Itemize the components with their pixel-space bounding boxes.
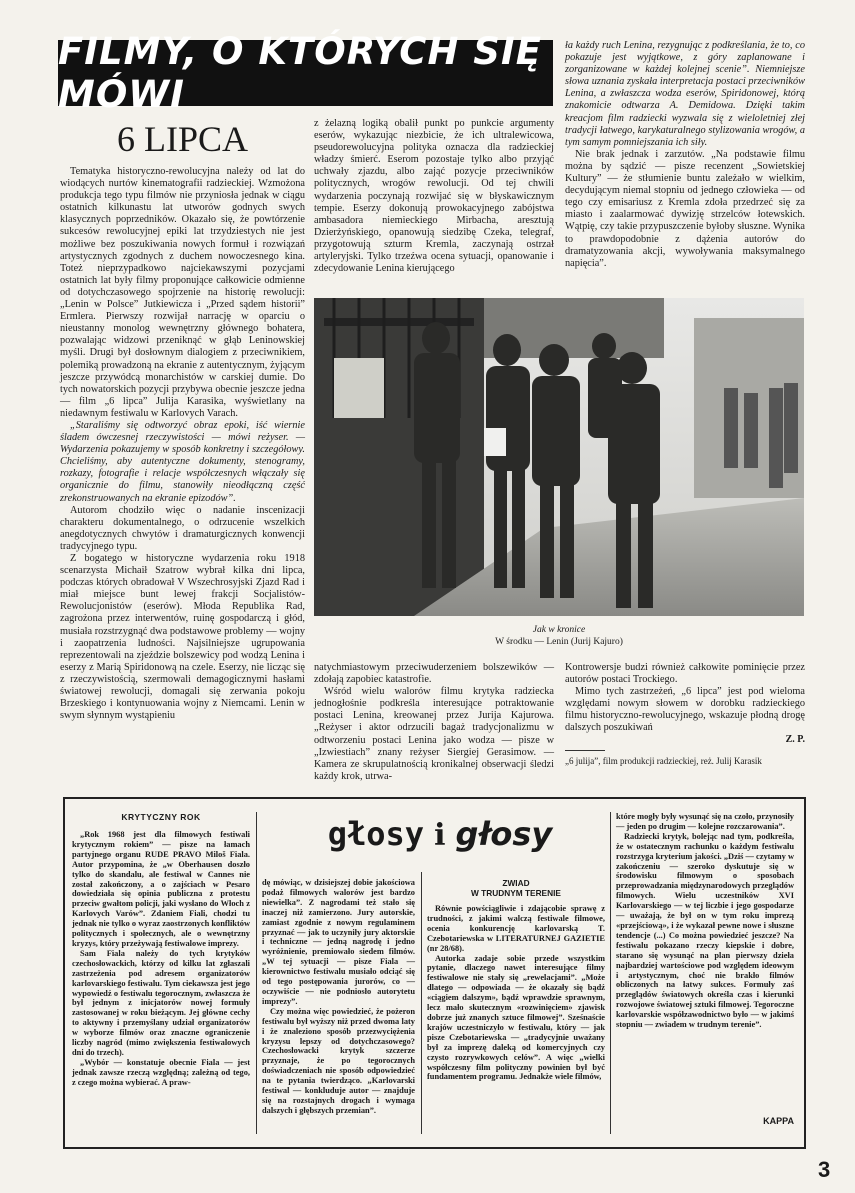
paragraph: Autorka zadaje sobie przede wszystkim pytanie, dlaczego nawet interesujące filmy festiwalowe nie stały się „rewelacjami”. „Może dlatego — odpowiada — że okazały się bądź «ciągiem dalszym», bądź wprawdzie sprawnym, lecz mało skutecznym «rozwinięciem» zjawisk dobrze już znanych sztuce filmowej”. Sześnaście krajów uczestniczyło w festiwalu, który — jak pisze Czebotariewska — „tradycyjnie uważany był za imprezę daleką od komercyjnych czy czysto rozrywkowych celów”. A więc „wielki współczesny film polityczny powinien był być fundamentem programu. Jednakże wiele filmów, — [427, 953, 605, 1082]
film-credits: „6 julija”, film produkcji radzieckiej, reż. Julij Karasik — [565, 756, 762, 766]
column-rule — [421, 872, 422, 1134]
article-column-2 — [314, 118, 554, 275]
film-still-photo — [314, 298, 804, 616]
paragraph: Równie powściągliwie i zdającobie sprawę z trudności, z jakimi walczą festiwale filmowe, ocenia konkurencję karlovarską T. Czebotariewska w LITERATURNEJ GAZIETIE (nr 28/68). — [427, 904, 605, 953]
article-title: 6 LIPCA — [116, 119, 248, 159]
paragraph: Tematyka historyczno-rewolucyjna należy od lat do wiodących nurtów kinematografii radzieckiej. Wzmożona produkcja tego typu filmów nie przyniosła jednak w ciągu ostatnich kilkunastu lat utworów godnych swych klasycznych poprzedników. Okazało się, że powtórzenie sukcesów rewolucyjnej epiki lat trzydziestych nie jest możliwe bez poszukiwania nowych formuł i rozwiązań artystycznych zgodnych z duchem nowoczesnego kina. Toteż nieprzypadkowo najciekawszymi pozycjami ostatnich lat były filmy proponujące całkowicie odmienne od dotychczasowego spojrzenie na historię rewolucji: „Lenin w Polsce” Jutkiewicza i „Przed sądem historii” Ermlera. Pierwszy rozwijał narrację w oparciu o nieustanny monolog wewnętrzny głównego bohatera, pozwalając widzowi przeniknąć w głąb Leninowskiej myśli. Drugi był dosłownym dialogiem z przeciwnikiem, polemiką prowadzoną na ekranie z autentycznym, żyjącym jeszcze przywódcą monarchistów w carskiej dumie. Do tych nowatorskich pozycji przybywa obecnie jeszcze jedna — film „6 lipca” Julija Karasika, wyświetlany na niedawnym festiwalu w Karlovych Varach. — [60, 166, 305, 419]
box-signature: KAPPA — [763, 1116, 794, 1126]
paragraph: natychmiastowym przeciwuderzeniem bolszewików — zdołają zapobiec katastrofie. — [314, 662, 554, 686]
box-column-4 — [616, 812, 794, 1030]
page-number: 3 — [818, 1157, 831, 1182]
column-rule — [256, 812, 257, 1134]
article-column-1 — [60, 166, 305, 722]
caption-subtitle: W środku — Lenin (Jurij Kajuro) — [495, 637, 623, 647]
paragraph: Z bogatego w historyczne wydarzenia roku 1918 scenarzysta Michaił Szatrow wybrał kilka dni lipca, podczas których obradował V Wszechrosyjski Zjazd Rad i miał miejsce bunt lewej frakcji Socjalistów-Rewolucjonistów (eserów). Młoda Republika Rad, zagrożona przez interwentów, ruinę gospodarczą i głód, musiała rozstrzygnąć dwa podstawowe problemy — wojny i zaopatrzenia ludności. Najsilniejsze ugrupowania reprezentowali na zjeździe bolszewicy pod wodzą Lenina i eserzy z Marią Spiridonową na czele. Eserzy, nie licząc się z rzeczywistością, szermowali demagogicznymi hasłami światowej rewolucji, domagali się zerwania pokoju Brzeskiego i kontynuowania wojny z Niemcami. Lenin w swym słynnym wystąpieniu — [60, 553, 305, 722]
paragraph: Radziecki krytyk, bolejąc nad tym, podkreśla, że w ostatecznym rachunku o każdym festiwalu rozstrzyga kryterium jakości. „Dziś — czytamy w zakończeniu — szeroko dyskutuje się w środowisku filmowym o sposobach przeprowadzania międzynarodowych przeglądów filmowych. Wielu uczestników XVI Karlovarskiego — w tej liczbie i jego gospodarze — uważają, że był on w tym roku imprezą «przejściową», i że wykazał pewne nowe i słuszne tendencje (...) Co można powiedzieć jeszcze? Na festiwalu pokazano rzeczy kiepskie i dobre, starano się wysunąć na plan pierwszy dzieła najbardziej wartościowe pod względem ideowym i artystycznym, choć nie brakło filmów obliczonych na łatwy sukces. Formuły zaś przeglądów światowych określa czas i kierunki rozwojowe światowej sztuki filmowej. Tegoroczne karlovarskie współzawodnictwo było — w jakimś stopniu — zwiadem w trudnym terenie”. — [616, 831, 794, 1030]
paragraph: Autorom chodziło więc o nadanie inscenizacji charakteru dokumentalnego, o odrzucenie wszelkich anegdotycznych chwytów i dramaturgicznych konwencji tradycyjnego typu. — [60, 504, 305, 552]
paragraph: dę mówiąc, w dzisiejszej dobie jakościowa podaż filmowych walorów jest bardzo niewielka”. Z nagrodami też stało się inaczej niż zamierzono. Jury autorskie, zamiast zgodnie z nowym regulaminem przyznać — jak to uczyniły jury aktorskie i techniczne — jedną nagrodę i jedno wyróżnienie, premiowało siedem filmów. „W tej sytuacji — pisze Fiala — kierownictwo festiwalu musiało odciąć się od tego postępowania jurorów, co — oczywiście — nie podniosło autorytetu imprezy”. — [262, 878, 415, 1006]
box-col1-title: KRYTYCZNY ROK — [121, 812, 201, 822]
paragraph: z żelazną logiką obalił punkt po punkcie argumenty eserów, wykazując niezbicie, że ich ultralewicowa, pseudorewolucyjna polityka oznacza dla radzieckiej władzy śmierć. Eserom pozostaje tylko albo przyjąć uchwały zjazdu, albo zająć pozycje przeciwników politycznych, wrogów rewolucji. Od tej chwili wydarzenia poczynają rozwijać się w błyskawicznym tempie. Eserzy dokonują prowokacyjnego zabójstwa ambasadora niemieckiego Mirbacha, aresztują Dzierżyńskiego, opanowują siedzibę Czeka, telegraf, przygotowują szturm Kremla, zaczynają ostrzał artyleryjski. Tylko trzeźwa ocena sytuacji, opanowanie i zdecydowanie Lenina kierującego — [314, 118, 554, 275]
paragraph: „Staraliśmy się odtworzyć obraz epoki, iść wiernie śladem ówczesnej rzeczywistości — mówi reżyser. — Wydarzenia pokazujemy w sposób konkretny i szczegółowy. Chcieliśmy, aby autentyczne dokumenty, stenogramy, rozkazy, fotografie i relacje współczesnych włączały się organicznie do filmu, stanowiły nieodłączną część zrekonstruowanych na ekranie epizodów”. — [60, 419, 305, 504]
paragraph: „Wybór — konstatuje obecnie Fiala — jest jednak zawsze rzeczą względną; zależną od tego, z czego można wybierać. A praw- — [72, 1057, 250, 1087]
paragraph: Sam Fiala należy do tych krytyków czechosłowackich, którzy od kilku lat zgłaszali zastrzeżenia pod adresem organizatorów karlovarskiego festiwalu. Tym ciekawsza jest jego wypowiedź o festiwalu tegorocznym, zwłaszcza że był jednym z inicjatorów nowej formuły zastosowanej w roku bieżącym. Jej główne cechy to aktywny i przemyślany udział organizatorów w wyborze filmów oraz znaczne ograniczenie liczby nagród (mimo zwiększenia festiwalowych dni do trzech). — [72, 948, 250, 1057]
article-column-3-lower — [565, 662, 805, 735]
photo-caption — [314, 624, 804, 648]
heading-word-right: głosy — [455, 815, 553, 853]
paragraph: Nie brak jednak i zarzutów. „Na podstawie filmu można by sądzić — pisze recenzent „Sowietskiej Kultury” — że stłumienie buntu zależało w wielkim, decydującym niemal stopniu od jednego człowieka — od tego czy emisariusz z Kremla zdoła przedrzeć się za miasto i zaalarmować dywizję strzelców łotewskich. Wątpię, czy takie przypuszczenie byłoby słuszne. Wynika to prawdopodobnie z dążenia autorów do dramatyzowania akcji, wywoływania maksymalnego napięcia”. — [565, 148, 805, 269]
paragraph: Czy można więc powiedzieć, że pożeron festiwalu był wyższy niż przed dwoma laty i że znaleziono sposób przezwyciężenia kryzysu lepszy od dotychczasowego? Czechosłowacki krytyk szczerze przyznaje, że po tegorocznych doświadczeniach nie sposób odpowiedzieć na te pytania twierdząco. „Karlovarski festiwal — konkluduje autor — znajduje się na rozstajnych drogach i wymaga dalszych i głębszych przemian”. — [262, 1006, 415, 1115]
box-column-3 — [427, 904, 605, 1082]
paragraph: ła każdy ruch Lenina, rezygnując z podkreślania, że to, co pokazuje jest wyjątkowe, z góry zaplanowane i zorganizowane w każdej kolejnej scenie”. Niemniejsze słowa uznania zyskała interpretacja postaci przeciwników Lenina, a zwłaszcza wodza eserów, Spiridonowej, którą znakomicie odtwarza A. Demidowa. Dzięki takim kreacjom film radziecki wyzwala się z wieloletniej złej tradycji łatwego, karykaturalnego stylizowania wrogów, a tym samym pomniejszania ich siły. — [565, 40, 805, 148]
paragraph: Mimo tych zastrzeżeń, „6 lipca” jest pod wieloma względami nowym słowem w dorobku radzieckiego filmu historyczno-rewolucyjnego, wskazuje płodną drogę dalszych poszukiwań — [565, 686, 805, 734]
section-banner: FILMY, O KTÓRYCH SIĘ MÓWI — [58, 40, 553, 106]
box-col3-title: ZWIAD W TRUDNYM TERENIE — [471, 878, 561, 898]
article-signature: Z. P. — [785, 734, 805, 745]
paragraph: Wśród wielu walorów filmu krytyka radziecka jednogłośnie podkreśla interesujące potraktowanie postaci Lenina, kreowanej przez Jurija Kajurowa. „Reżyser i aktor odrzucili bagaż tradycjonalizmu w odtworzeniu postaci Lenina jako wodza — pisze w „Izwiestiach” znany reżyser Siergiej Gerasimow. — Kamera ze skrupulatnością kronikalnej obserwacji śledzi każdy krok, utrwa- — [314, 686, 554, 782]
paragraph: „Rok 1968 jest dla filmowych festiwali krytycznym rokiem” — pisze na łamach partyjnego organu RUDE PRAVO Miloš Fiala. Autor przypomina, że „w Oberhausen doszło tylko do skandalu, ale festiwal w Cannes nie został zakończony, a o zajściach w Pesaro dowiedziała się opinia publiczna z protestu przeciw gwałtom policji, jaki wysłano do Włoch z Karlovych Varów”. Zdaniem Fiali, chodzi tu jednak nie tylko o wyraz zaostrzonych konfliktów politycznych i społecznych, ale o wewnętrzny kryzys, który przeżywają festiwalowe imprezy. — [72, 830, 250, 948]
box-heading — [290, 815, 590, 869]
heading-word-left: głosy — [327, 815, 425, 853]
box-column-1 — [72, 830, 250, 1088]
article-column-2-lower — [314, 662, 554, 783]
paragraph: Kontrowersje budzi również całkowite pominięcie przez autorów postaci Trockiego. — [565, 662, 805, 686]
box-column-2 — [262, 878, 415, 1116]
article-column-3 — [565, 40, 805, 270]
credits-rule — [565, 750, 605, 751]
heading-word-mid: i — [434, 818, 446, 853]
caption-title: Jak w kronice — [532, 625, 586, 635]
column-rule — [610, 812, 611, 1134]
paragraph: które mogły były wysunąć się na czoło, przynosiły — jeden po drugim — kolejne rozczarowania”. — [616, 812, 794, 831]
